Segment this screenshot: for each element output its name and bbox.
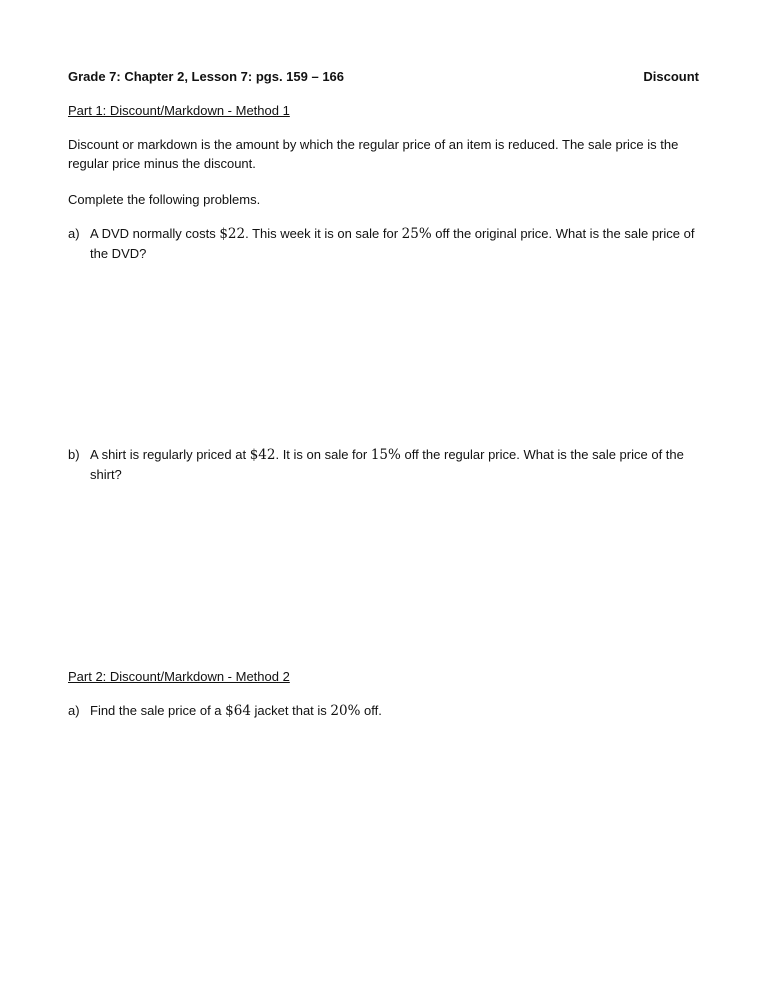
problem-a-label: a) bbox=[68, 226, 80, 241]
part1-heading: Part 1: Discount/Markdown - Method 1 bbox=[68, 103, 290, 118]
problem-b-price: $42 bbox=[249, 447, 276, 463]
part1-intro: Discount or markdown is the amount by which the regular price of an item is reduced. The sale price is the regular price minus the discount. bbox=[68, 137, 679, 171]
worksheet-topic: Discount bbox=[643, 69, 699, 84]
problem-b bbox=[0, 445, 768, 485]
part2-problem-a-percent: 20% bbox=[330, 703, 361, 719]
part2-problem-a-text: Find the sale price of a $64 jacket that is 20% off. bbox=[90, 703, 382, 719]
problem-a bbox=[0, 224, 768, 264]
part2-problem-a-price: $64 bbox=[225, 703, 251, 719]
problem-a-percent: 25% bbox=[401, 226, 432, 242]
part2-heading: Part 2: Discount/Markdown - Method 2 bbox=[68, 669, 290, 684]
part2-problem-a bbox=[0, 701, 768, 721]
part2-problem-a-label: a) bbox=[68, 703, 80, 718]
problem-a-price: $22 bbox=[219, 226, 246, 242]
problem-b-text: A shirt is regularly priced at $42. It is on sale for 15% off the regular price. What is the sale price of the shirt? bbox=[90, 447, 684, 482]
part1-instruction: Complete the following problems. bbox=[68, 192, 261, 207]
worksheet-title: Grade 7: Chapter 2, Lesson 7: pgs. 159 – 166 bbox=[68, 69, 345, 84]
problem-b-label: b) bbox=[68, 447, 80, 462]
problem-b-percent: 15% bbox=[370, 447, 401, 463]
problem-a-text: A DVD normally costs $22. This week it is on sale for 25% off the original price. What is the sale price of the DVD? bbox=[90, 226, 695, 261]
